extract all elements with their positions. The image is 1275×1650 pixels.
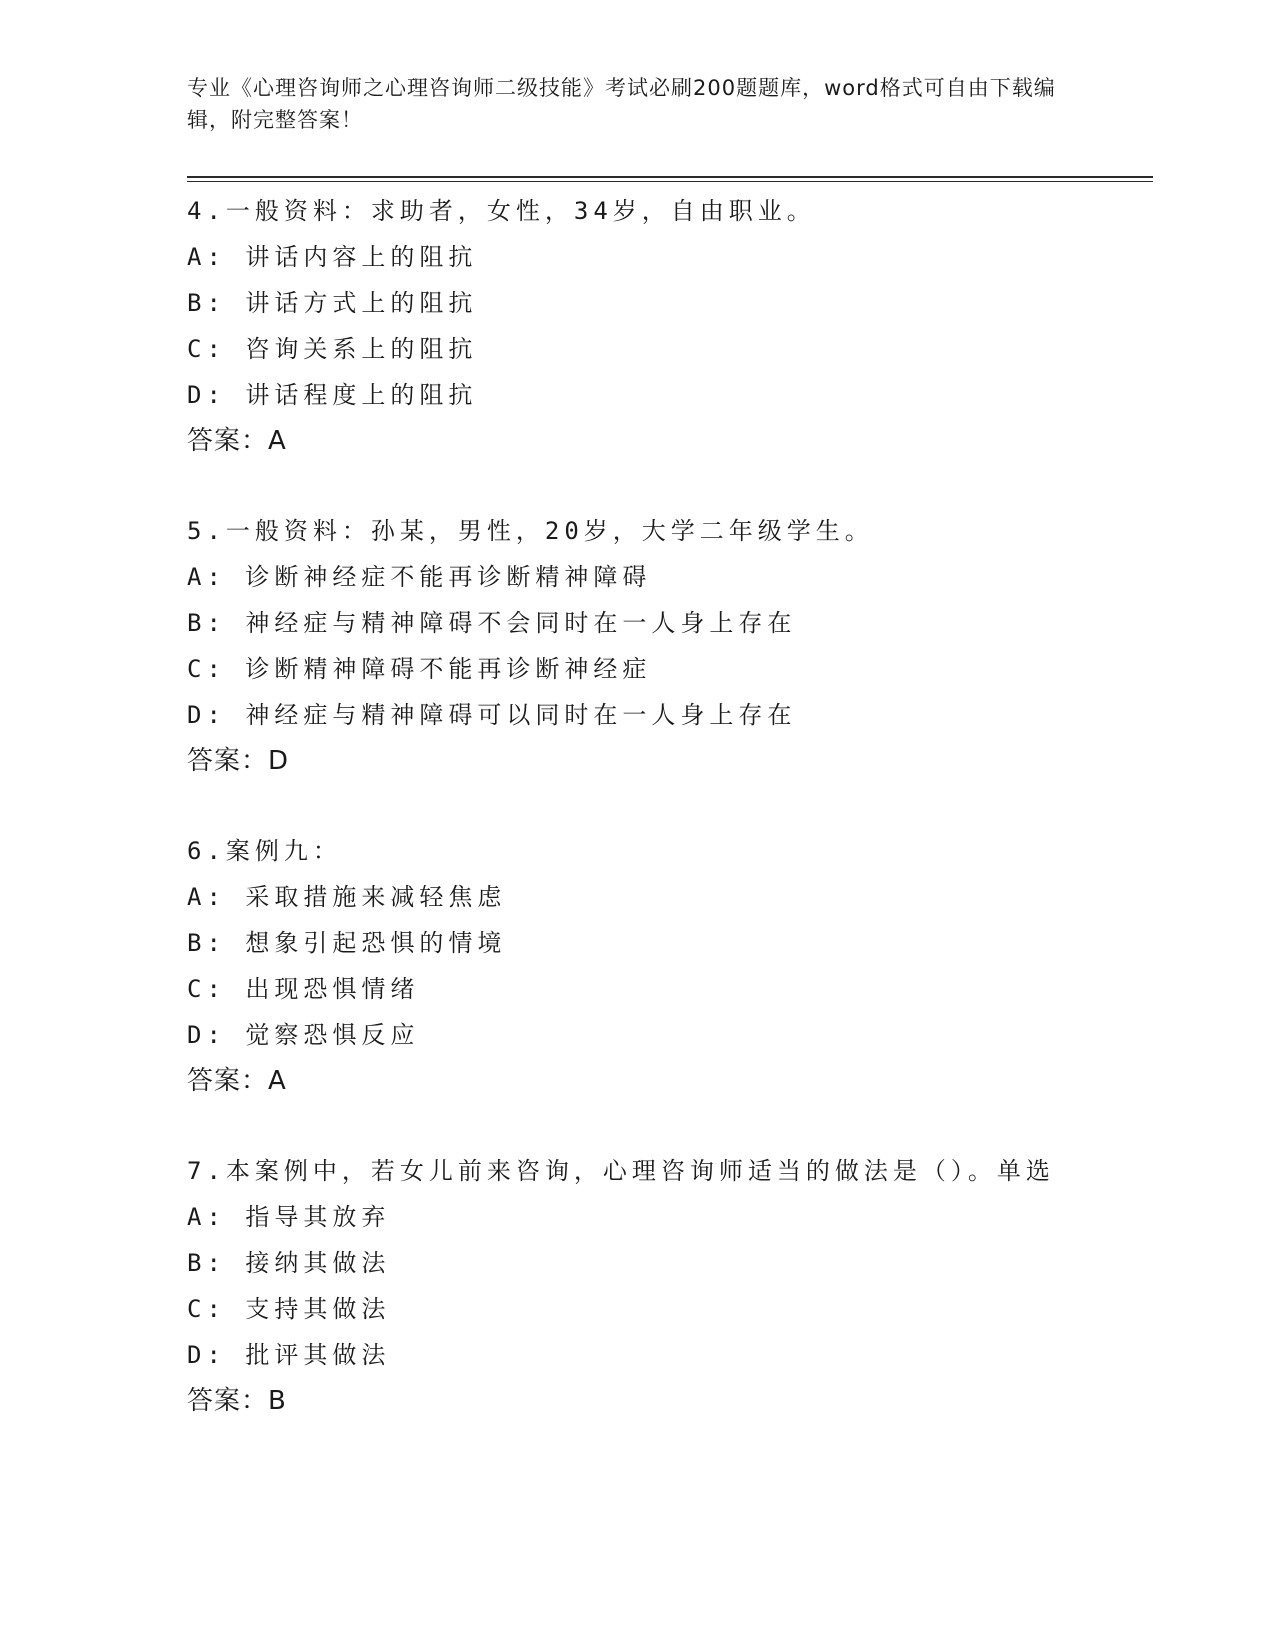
- option-b: B: 神经症与精神障碍不会同时在一人身上存在: [187, 609, 797, 637]
- question-stem: 5.一般资料：孙某，男性，20岁，大学二年级学生。: [187, 517, 874, 545]
- answer-line: 答案：B: [187, 1386, 287, 1416]
- option-b: B: 接纳其做法: [187, 1249, 391, 1277]
- question-stem: 4.一般资料：求助者，女性，34岁，自由职业。: [187, 197, 816, 225]
- question-7: [187, 1148, 1187, 1424]
- option-a: A: 采取措施来减轻焦虑: [187, 883, 507, 911]
- question-stem: 6.案例九：: [187, 837, 342, 865]
- option-d: D: 批评其做法: [187, 1341, 391, 1369]
- option-c: C: 出现恐惧情绪: [187, 975, 420, 1003]
- option-c: C: 咨询关系上的阻抗: [187, 335, 478, 363]
- divider-thin: [187, 181, 1153, 182]
- document-intro: 专业《心理咨询师之心理咨询师二级技能》考试必刷200题题库，word格式可自由下载编辑，附完整答案！: [187, 76, 1056, 132]
- option-c: C: 支持其做法: [187, 1295, 391, 1323]
- option-d: D: 神经症与精神障碍可以同时在一人身上存在: [187, 701, 797, 729]
- option-a: A: 指导其放弃: [187, 1203, 391, 1231]
- divider-thick: [187, 176, 1153, 178]
- question-stem: 7.本案例中，若女儿前来咨询，心理咨询师适当的做法是（）。单选: [187, 1157, 1055, 1185]
- question-6: [187, 828, 1187, 1104]
- option-a: A: 讲话内容上的阻抗: [187, 243, 478, 271]
- question-5: [187, 508, 1187, 784]
- option-d: D: 讲话程度上的阻抗: [187, 381, 478, 409]
- option-b: B: 讲话方式上的阻抗: [187, 289, 478, 317]
- answer-line: 答案：A: [187, 1066, 287, 1096]
- option-c: C: 诊断精神障碍不能再诊断神经症: [187, 655, 652, 683]
- question-4: [187, 188, 1187, 464]
- option-a: A: 诊断神经症不能再诊断精神障碍: [187, 563, 652, 591]
- option-b: B: 想象引起恐惧的情境: [187, 929, 507, 957]
- answer-line: 答案：D: [187, 746, 290, 776]
- answer-line: 答案：A: [187, 426, 287, 456]
- option-d: D: 觉察恐惧反应: [187, 1021, 420, 1049]
